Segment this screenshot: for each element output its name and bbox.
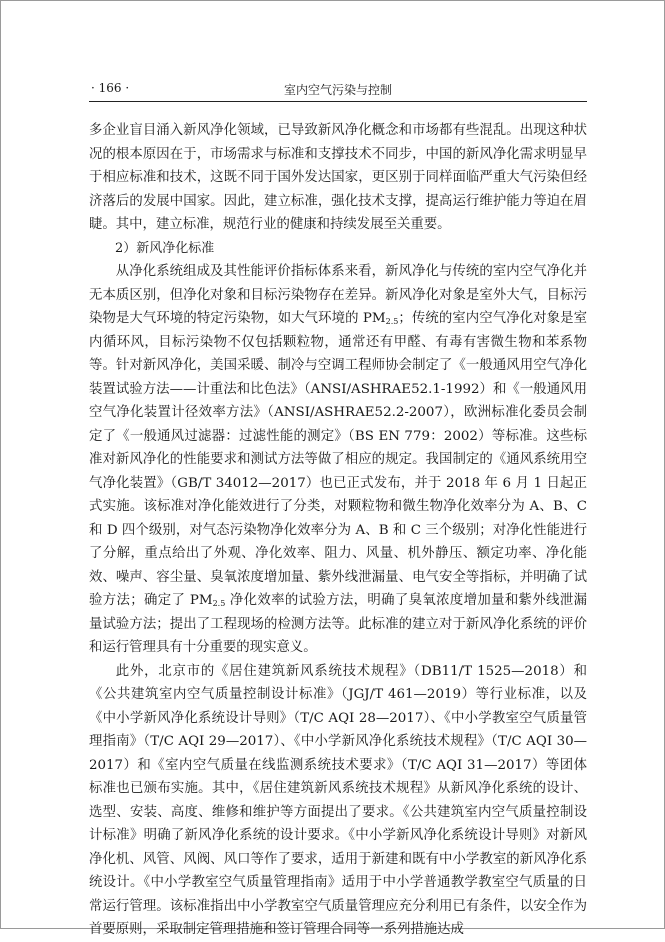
text-span: 从净化系统组成及其性能评价指标体系来看，新风净化与传统的室内空气净化并无本质区别，但净化对象和目标污染物存在差异。新风净化对象是室外大气，目标污染物是大气环境的特定污染物，如大气环境的 PM	[89, 264, 587, 326]
subscript: 2.5	[385, 317, 399, 326]
running-title: 室内空气污染与控制	[283, 83, 392, 97]
page-header	[89, 81, 587, 102]
paragraph-other-standards: 此外，北京市的《居住建筑新风系统技术规程》（DB11/T 1525—2018）和《公共建筑室内空气质量控制设计标准》（JGJ/T 461—2019）等行业标准，以及《中小学新风净化系统设计导则》（T/C AQI 28—2017）、《中小学教室空气质量管理指南》（T/C AQI 29—2017）、《中小学新风净化系统技术规程》（T/C AQI 30—2017）和《室内空气质量在线监测系统技术要求》（T/C AQI 31—2017）等团体标准也已颁布实施。其中，《居住建筑新风系统技术规程》从新风净化系统的设计、选型、安装、高度、维修和维护等方面提出了要求。《公共建筑室内空气质量控制设计标准》明确了新风净化系统的设计要求。《中小学新风净化系统设计导则》对新风净化机、风管、风阀、风口等作了要求，适用于新建和既有中小学教室的新风净化系统设计。《中小学教室空气质量管理指南》适用于中小学普通教学教室空气质量的日常运行管理。该标准指出中小学教室空气质量管理应充分利用已有条件，以安全作为首要原则，采取制定管理措施和签订管理合同等一系列措施达成	[89, 663, 587, 937]
subscript: 2.5	[212, 599, 226, 608]
text-span: 净化效率的试验方法，明确了臭氧浓度增加量和紫外线泄漏量试验方法；提出了工程现场的检测方法等。此标准的建立对于新风净化系统的评价和运行管理具有十分重要的现实意义。	[89, 593, 587, 655]
page-number: · 166 ·	[91, 81, 130, 95]
body-text	[89, 119, 587, 942]
paragraph-continued: 多企业盲目涌入新风净化领域，已导致新风净化概念和市场都有些混乱。出现这种状况的根本原因在于，市场需求与标准和支撑技术不同步，中国的新风净化需求明显早于相应标准和技术，这既不同于国外发达国家，更区别于同样面临严重大气污染但经济落后的发展中国家。因此，建立标准，强化技术支撑，提高运行维护能力等迫在眉睫。其中，建立标准，规范行业的健康和持续发展至关重要。	[89, 123, 587, 232]
text-span: ；传统的室内空气净化对象是室内循环风，目标污染物不仅包括颗粒物，通常还有甲醛、有毒有害微生物和苯系物等。针对新风净化，美国采暖、制冷与空调工程师协会制定了《一般通风用空气净化装置试验方法——计重法和比色法》（ANSI/ASHRAE52.1-1992）和《一般通风用空气净化装置计径效率方法》（ANSI/ASHRAE52.2-2007），欧洲标准化委员会制定了《一般通风过滤器：过滤性能的测定》（BS EN 779：2002）等标准。这些标准对新风净化的性能要求和测试方法等做了相应的规定。我国制定的《通风系统用空气净化装置》（GB/T 34012—2017）也已正式发布，并于 2018 年 6 月 1 日起正式实施。该标准对净化能效进行了分类，对颗粒物和微生物净化效率分为 A、B、C 和 D 四个级别，对气态污染物净化效率分为 A、B 和 C 三个级别；对净化性能进行了分解，重点给出了外观、净化效率、阻力、风量、机外静压、额定功率、净化能效、噪声、容尘量、臭氧浓度增加量、紫外线泄漏量、电气安全等指标，并明确了试验方法；确定了 PM	[89, 311, 588, 608]
section-heading: 2）新风净化标准	[115, 240, 215, 256]
paragraph-standards	[89, 260, 587, 660]
